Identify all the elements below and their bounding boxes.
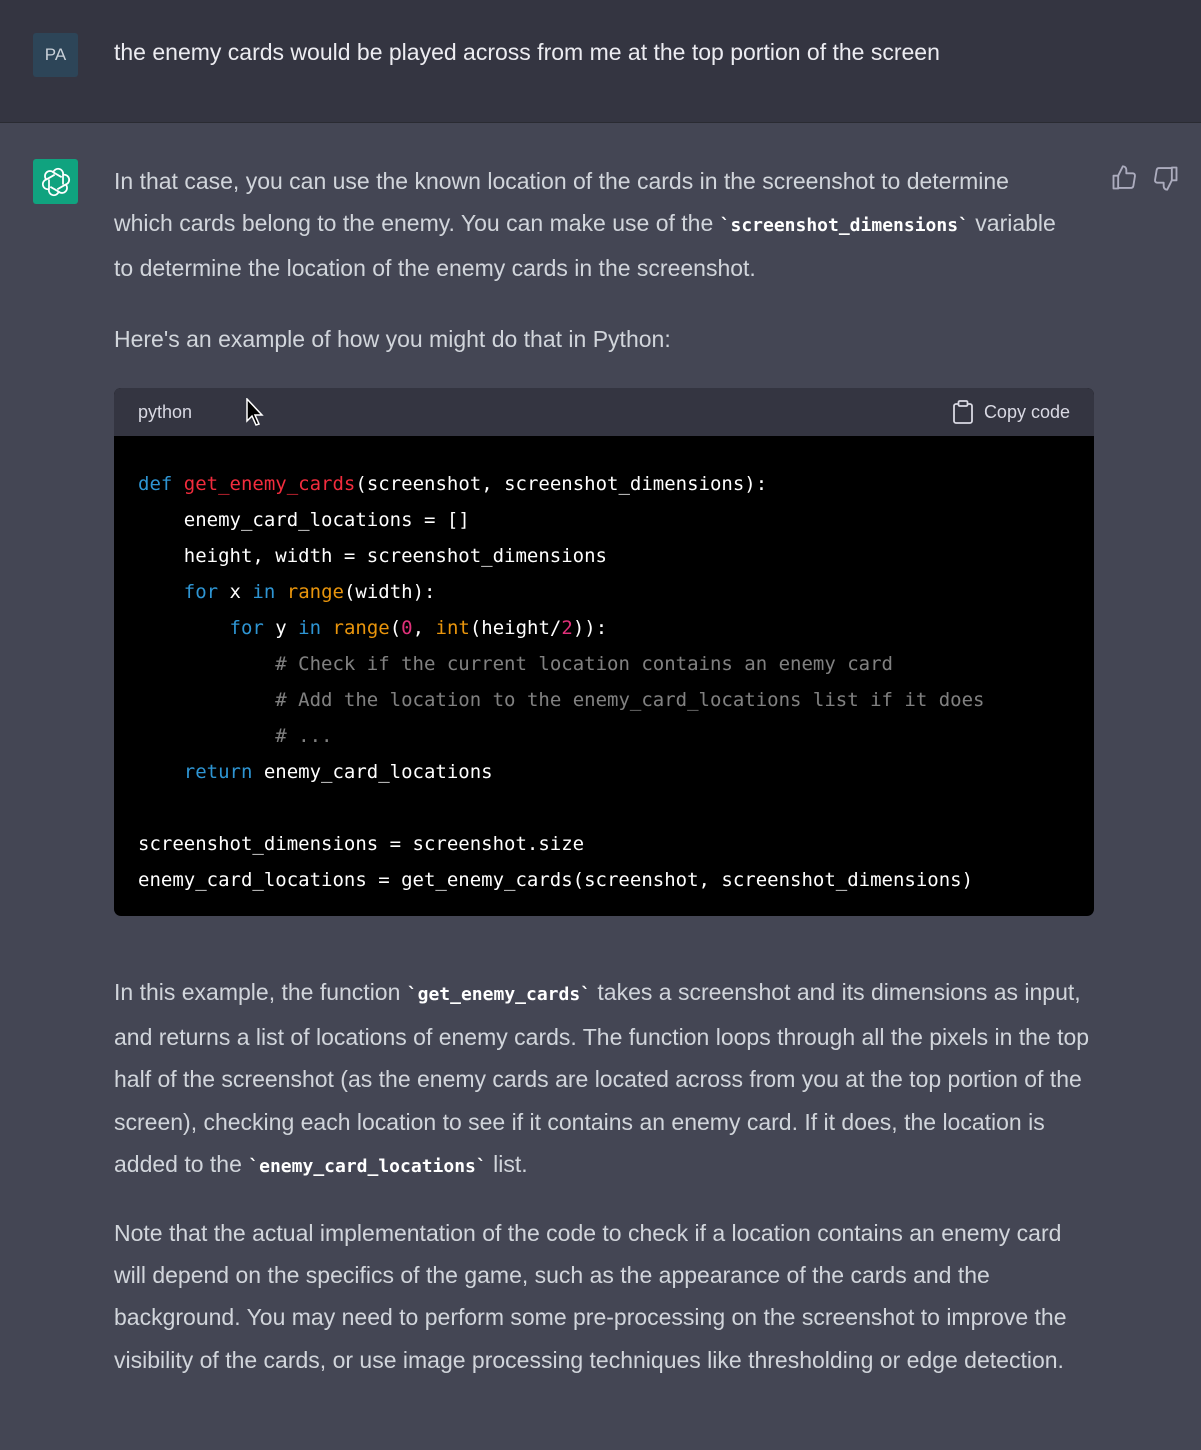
- inline-code-get-enemy-cards: `get_enemy_cards`: [406, 984, 592, 1005]
- code-line: for y in range(0, int(height/2)):: [229, 617, 608, 639]
- code-line: screenshot_dimensions = screenshot.size: [138, 833, 585, 855]
- copy-code-button[interactable]: [952, 400, 1070, 424]
- code-line: def get_enemy_cards(screenshot, screenshot_dimensions):: [138, 473, 768, 495]
- code-line: return enemy_card_locations: [183, 761, 493, 783]
- inline-code-enemy-card-locations: `enemy_card_locations`: [248, 1155, 487, 1177]
- code-line: for x in range(width):: [183, 581, 436, 603]
- code-block: [114, 388, 1094, 916]
- code-line: # ...: [275, 725, 333, 747]
- openai-logo-icon: [33, 159, 78, 204]
- copy-code-label: Copy code: [983, 401, 1070, 422]
- code-block-header: [114, 388, 1094, 436]
- code-content: [138, 466, 985, 898]
- user-message-text: the enemy cards would be played across from me at the top portion of the screen: [114, 39, 940, 65]
- thumbs-down-icon[interactable]: [1152, 164, 1180, 192]
- code-line: enemy_card_locations = []: [138, 509, 470, 531]
- answer-paragraph-4: Note that the actual implementation of the code to check if a location contains an enemy card will depend on the specifics of the game, such as the appearance of the cards and the background. You may need to perform some pre-processing on the screenshot to improve the visibility of the cards, or use image processing techniques like thresholding or edge detection.: [114, 1220, 1067, 1373]
- clipboard-icon: [952, 400, 974, 424]
- answer-paragraph-3: In this example, the function `get_enemy_cards` takes a screenshot and its dimensions as input, and returns a list of locations of enemy cards. The function loops through all the pixels in the top half of the screenshot (as the enemy cards are located across from you at the top portion of the screen), checking each location to see if it contains an enemy card. If it does, the location is added to the `enemy_card_locations` list.: [114, 979, 1090, 1177]
- user-avatar: PA: [33, 33, 78, 77]
- code-line: # Add the location to the enemy_card_locations list if it does: [275, 689, 985, 711]
- code-line: # Check if the current location contains an enemy card: [275, 653, 893, 675]
- user-message-row: [0, 0, 1201, 123]
- code-line: height, width = screenshot_dimensions: [138, 545, 607, 567]
- mouse-pointer-icon: [246, 398, 266, 428]
- thumbs-up-icon[interactable]: [1110, 164, 1138, 192]
- inline-code-screenshot-dimensions: `screenshot_dimensions`: [719, 215, 969, 237]
- answer-paragraph-1: In that case, you can use the known location of the cards in the screenshot to determine which cards belong to the enemy. You can make use of the `screenshot_dimensions` variable to determine the location of the enemy cards in the screenshot.: [114, 168, 1056, 282]
- answer-paragraph-2: Here's an example of how you might do that in Python:: [114, 326, 671, 352]
- code-language-label: python: [138, 402, 193, 422]
- code-line: enemy_card_locations = get_enemy_cards(screenshot, screenshot_dimensions): [138, 869, 974, 891]
